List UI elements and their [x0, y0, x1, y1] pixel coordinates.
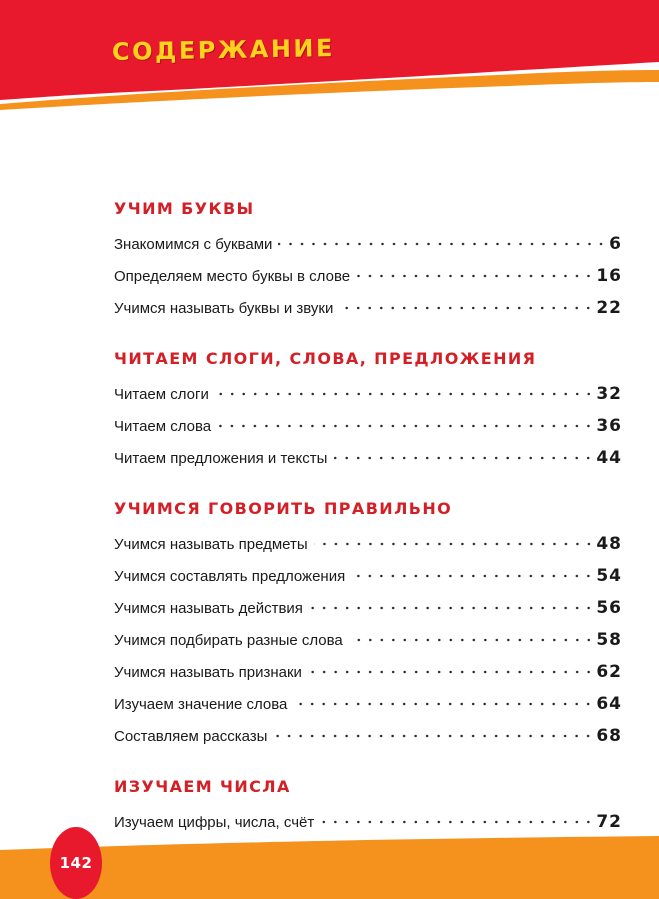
toc-entry[interactable]	[114, 597, 622, 629]
dot-leader	[333, 455, 594, 461]
section-title: ИЗУЧАЕМ ЧИСЛА	[114, 777, 291, 796]
entry-title: Учимся называть буквы и звуки	[114, 300, 334, 317]
entry-page-number: 22	[596, 298, 622, 318]
entry-title: Учимся называть действия	[114, 600, 303, 617]
toc-entry[interactable]	[114, 265, 622, 297]
toc-section-speaking	[114, 497, 622, 757]
dot-leader	[309, 605, 594, 611]
entry-page-number: 62	[596, 662, 622, 682]
entry-page-number: 16	[596, 266, 622, 286]
toc-entry[interactable]	[114, 661, 622, 693]
dot-leader	[215, 391, 594, 397]
dot-leader	[278, 241, 607, 247]
toc-entry[interactable]	[114, 533, 622, 565]
toc-entry[interactable]	[114, 297, 622, 329]
dot-leader	[308, 669, 594, 675]
entry-title: Изучаем цифры, числа, счёт	[114, 814, 315, 831]
toc-section-reading	[114, 347, 622, 479]
entry-page-number: 68	[596, 726, 622, 746]
dot-leader	[217, 423, 594, 429]
table-of-contents	[114, 197, 622, 893]
entry-page-number: 64	[596, 694, 622, 714]
entry-title: Читаем слова	[114, 418, 212, 435]
entry-page-number: 56	[596, 598, 622, 618]
toc-entry[interactable]	[114, 629, 622, 661]
section-title: ЧИТАЕМ СЛОГИ, СЛОВА, ПРЕДЛОЖЕНИЯ	[114, 349, 537, 368]
entry-page-number: 54	[596, 566, 622, 586]
section-title: УЧИМСЯ ГОВОРИТЬ ПРАВИЛЬНО	[114, 499, 453, 518]
toc-entry[interactable]	[114, 415, 622, 447]
dot-leader	[349, 637, 595, 643]
entry-title: Читаем предложения и тексты	[114, 450, 328, 467]
toc-entry[interactable]	[114, 233, 622, 265]
entry-title: Определяем место буквы в слове	[114, 268, 351, 285]
toc-entry[interactable]	[114, 447, 622, 479]
toc-entry[interactable]	[114, 383, 622, 415]
dot-leader	[320, 819, 594, 825]
toc-entry[interactable]	[114, 725, 622, 757]
dot-leader	[356, 273, 594, 279]
toc-section-letters	[114, 197, 622, 329]
entry-title: Изучаем значение слова	[114, 696, 288, 713]
dot-leader	[293, 701, 594, 707]
entry-page-number: 58	[596, 630, 622, 650]
entry-title: Учимся называть предметы	[114, 536, 308, 553]
entry-title: Читаем слоги	[114, 386, 209, 403]
page-title: СОДЕРЖАНИЕ	[111, 34, 336, 66]
entry-page-number: 72	[596, 812, 622, 832]
entry-title: Учимся составлять предложения	[114, 568, 346, 585]
dot-leader	[339, 305, 594, 311]
entry-page-number: 48	[596, 534, 622, 554]
entry-page-number: 44	[596, 448, 622, 468]
entry-page-number: 36	[596, 416, 622, 436]
entry-title: Учимся называть признаки	[114, 664, 302, 681]
dot-leader	[351, 573, 594, 579]
entry-title: Учимся подбирать разные слова	[114, 632, 343, 649]
toc-entry[interactable]	[114, 565, 622, 597]
entry-title: Составляем рассказы	[114, 728, 268, 745]
entry-page-number: 32	[596, 384, 622, 404]
entry-title: Знакомимся с буквами	[114, 236, 273, 253]
section-title: УЧИМ БУКВЫ	[114, 199, 255, 218]
dot-leader	[314, 541, 595, 547]
toc-entry[interactable]	[114, 693, 622, 725]
page-number-badge: 142	[50, 827, 102, 899]
entry-page-number: 6	[609, 234, 622, 254]
dot-leader	[273, 733, 594, 739]
